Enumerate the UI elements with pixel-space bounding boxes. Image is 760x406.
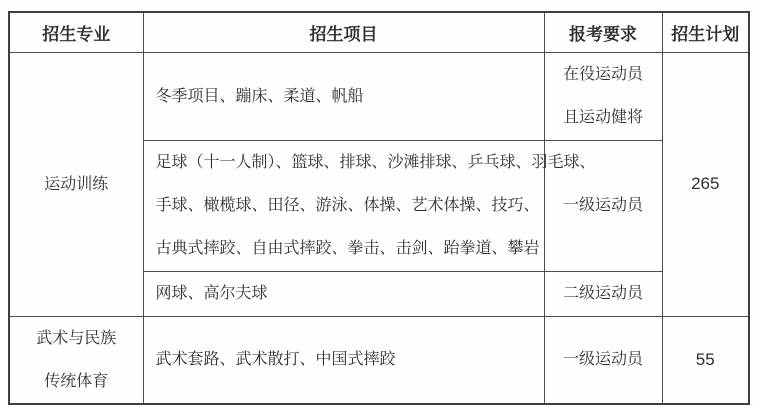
cell-requirement-level2 xyxy=(544,271,662,316)
requirement-text: 在役运动员 xyxy=(562,66,643,83)
cell-plan-55: 55 xyxy=(662,316,749,404)
cell-major-sports-training xyxy=(9,52,143,316)
projects-text: 冬季项目、蹦床、柔道、帆船 xyxy=(155,87,364,105)
table-row-martial-arts xyxy=(9,316,749,404)
header-major: 招生专业 xyxy=(9,12,143,52)
projects-text: 武术套路、武术散打、中国式摔跤 xyxy=(155,351,396,368)
requirement-text: 二级运动员 xyxy=(562,285,643,302)
cell-requirement-active-athlete xyxy=(544,52,662,140)
projects-text: 手球、橄榄球、田径、游泳、体操、艺术体操、技巧、 xyxy=(155,197,540,214)
requirement-text: 一级运动员 xyxy=(562,197,643,214)
admissions-table xyxy=(8,11,750,405)
cell-projects-winter xyxy=(143,52,544,140)
cell-plan-265: 265 xyxy=(662,52,749,316)
cell-requirement-martial-level1 xyxy=(544,316,662,404)
header-projects: 招生项目 xyxy=(143,12,544,52)
projects-text: 足球（十一人制）、篮球、排球、沙滩排球、乒乓球、羽毛球、 xyxy=(155,154,596,171)
major-label: 武术与民族 xyxy=(36,329,117,347)
cell-major-martial-arts xyxy=(9,316,143,404)
cell-projects-ball-sports xyxy=(143,140,596,271)
cell-projects-tennis-golf xyxy=(143,271,544,316)
table-row-winter xyxy=(9,52,749,140)
requirement-text: 一级运动员 xyxy=(562,351,643,368)
projects-text: 古典式摔跤、自由式摔跤、拳击、击剑、跆拳道、攀岩 xyxy=(155,240,540,257)
header-row xyxy=(9,12,749,52)
header-requirement: 报考要求 xyxy=(544,12,662,52)
major-label: 运动训练 xyxy=(44,175,109,193)
requirement-text: 且运动健将 xyxy=(562,109,643,126)
header-plan: 招生计划 xyxy=(662,12,749,52)
cell-projects-martial-arts xyxy=(143,316,544,404)
major-label: 传统体育 xyxy=(44,372,109,390)
projects-text: 网球、高尔夫球 xyxy=(155,285,268,302)
admissions-table-container xyxy=(8,11,750,405)
